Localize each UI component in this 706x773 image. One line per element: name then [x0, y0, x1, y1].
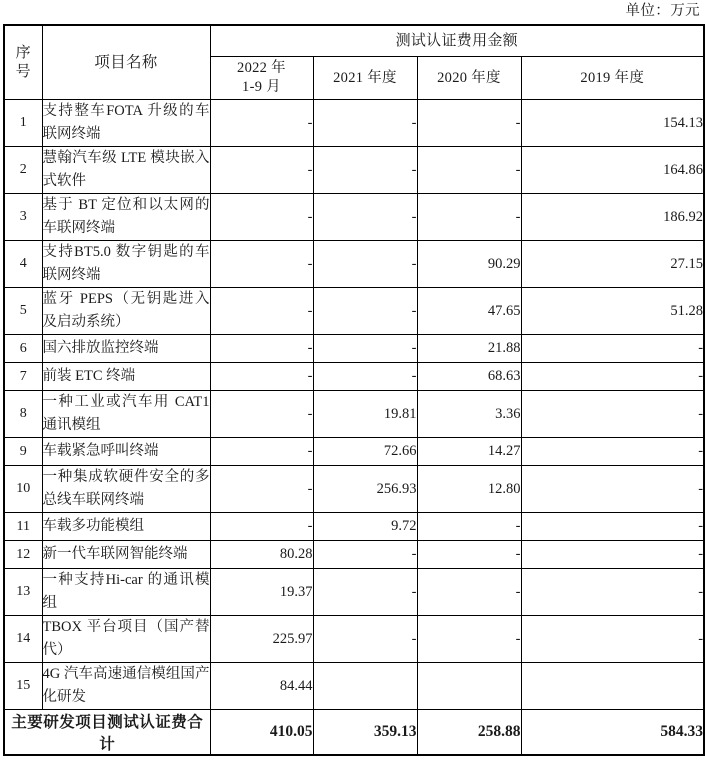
table-row [4, 335, 704, 363]
table-row [4, 616, 704, 663]
row-no: 6 [4, 335, 42, 363]
row-value-2020: - [417, 541, 521, 569]
row-value-2019: - [521, 466, 704, 513]
row-name: 一种工业或汽车用 CAT1 通讯模组 [42, 391, 210, 438]
row-name: 国六排放监控终端 [42, 335, 210, 363]
row-value-2022: - [210, 391, 313, 438]
row-no: 5 [4, 288, 42, 335]
row-value-2020: - [417, 569, 521, 616]
row-value-2022: 80.28 [210, 541, 313, 569]
row-value-2021: - [313, 363, 417, 391]
row-no: 1 [4, 100, 42, 147]
row-name: 蓝牙 PEPS（无钥匙进入及启动系统） [42, 288, 210, 335]
column-header-2021: 2021 年度 [313, 57, 417, 100]
row-no: 9 [4, 438, 42, 466]
table-row [4, 569, 704, 616]
row-no: 3 [4, 194, 42, 241]
row-no: 15 [4, 663, 42, 710]
total-row [4, 710, 704, 756]
row-name: 车载紧急呼叫终端 [42, 438, 210, 466]
table-row [4, 513, 704, 541]
row-value-2020: - [417, 513, 521, 541]
row-name: 车载多功能模组 [42, 513, 210, 541]
column-header-2019: 2019 年度 [521, 57, 704, 100]
row-value-2019: - [521, 438, 704, 466]
total-label: 主要研发项目测试认证费合计 [4, 710, 210, 756]
row-value-2022: - [210, 466, 313, 513]
row-value-2022: 225.97 [210, 616, 313, 663]
row-value-2019: 27.15 [521, 241, 704, 288]
row-value-2022: - [210, 363, 313, 391]
row-no: 13 [4, 569, 42, 616]
row-value-2020: 14.27 [417, 438, 521, 466]
row-value-2022: 19.37 [210, 569, 313, 616]
column-header-no: 序 号 [4, 25, 42, 100]
row-value-2020 [417, 663, 521, 710]
row-name: 一种集成软硬件安全的多总线车联网终端 [42, 466, 210, 513]
column-header-2022: 2022 年 1-9 月 [210, 57, 313, 100]
row-value-2021: 19.81 [313, 391, 417, 438]
row-value-2020: 12.80 [417, 466, 521, 513]
row-value-2021: - [313, 194, 417, 241]
row-value-2019: - [521, 569, 704, 616]
row-value-2021: - [313, 569, 417, 616]
table-row [4, 391, 704, 438]
row-value-2019: - [521, 616, 704, 663]
row-name: 新一代车联网智能终端 [42, 541, 210, 569]
row-no: 11 [4, 513, 42, 541]
row-value-2022: - [210, 335, 313, 363]
table-row [4, 363, 704, 391]
row-value-2019: - [521, 335, 704, 363]
row-value-2020: 90.29 [417, 241, 521, 288]
row-value-2021: - [313, 241, 417, 288]
table-body [4, 100, 704, 710]
row-value-2022: - [210, 194, 313, 241]
row-name: 4G 汽车高速通信模组国产化研发 [42, 663, 210, 710]
row-value-2020: - [417, 147, 521, 194]
total-2020: 258.88 [417, 710, 521, 756]
column-header-2020: 2020 年度 [417, 57, 521, 100]
row-value-2019: - [521, 513, 704, 541]
row-name: 慧翰汽车级 LTE 模块嵌入式软件 [42, 147, 210, 194]
table-row [4, 241, 704, 288]
row-name: 支持BT5.0 数字钥匙的车联网终端 [42, 241, 210, 288]
row-value-2019 [521, 663, 704, 710]
table-row [4, 194, 704, 241]
table-row [4, 466, 704, 513]
row-value-2021: - [313, 541, 417, 569]
row-value-2021: 9.72 [313, 513, 417, 541]
row-value-2021: - [313, 288, 417, 335]
row-value-2022: - [210, 100, 313, 147]
row-value-2022: - [210, 288, 313, 335]
row-value-2022: - [210, 147, 313, 194]
total-2019: 584.33 [521, 710, 704, 756]
row-no: 14 [4, 616, 42, 663]
row-value-2019: - [521, 541, 704, 569]
total-2022: 410.05 [210, 710, 313, 756]
row-value-2021 [313, 663, 417, 710]
row-name: 前装 ETC 终端 [42, 363, 210, 391]
row-value-2022: - [210, 241, 313, 288]
testing-certification-fee-table [3, 24, 705, 756]
table-row [4, 147, 704, 194]
row-value-2022: 84.44 [210, 663, 313, 710]
row-no: 4 [4, 241, 42, 288]
row-value-2020: - [417, 616, 521, 663]
row-value-2021: - [313, 335, 417, 363]
row-no: 7 [4, 363, 42, 391]
table-row [4, 100, 704, 147]
table-row [4, 541, 704, 569]
table-row [4, 438, 704, 466]
row-name: TBOX 平台项目（国产替代） [42, 616, 210, 663]
row-no: 2 [4, 147, 42, 194]
table-header [4, 25, 704, 100]
table-row [4, 288, 704, 335]
table-footer [4, 710, 704, 756]
header-row-group [4, 25, 704, 57]
row-value-2020: 3.36 [417, 391, 521, 438]
row-value-2019: 51.28 [521, 288, 704, 335]
row-name: 一种支持Hi-car 的通讯模组 [42, 569, 210, 616]
row-value-2021: 72.66 [313, 438, 417, 466]
row-value-2020: - [417, 100, 521, 147]
row-value-2021: - [313, 100, 417, 147]
row-name: 支持整车FOTA 升级的车联网终端 [42, 100, 210, 147]
row-value-2019: - [521, 391, 704, 438]
row-value-2022: - [210, 513, 313, 541]
row-value-2021: - [313, 616, 417, 663]
row-value-2019: 164.86 [521, 147, 704, 194]
unit-note: 单位：万元 [625, 3, 700, 19]
table-row [4, 663, 704, 710]
row-no: 10 [4, 466, 42, 513]
row-value-2019: 154.13 [521, 100, 704, 147]
row-value-2021: - [313, 147, 417, 194]
row-value-2020: 47.65 [417, 288, 521, 335]
row-value-2020: 21.88 [417, 335, 521, 363]
row-value-2022: - [210, 438, 313, 466]
row-no: 12 [4, 541, 42, 569]
column-header-project-name: 项目名称 [42, 25, 210, 100]
row-value-2020: - [417, 194, 521, 241]
row-name: 基于 BT 定位和以太网的车联网终端 [42, 194, 210, 241]
row-no: 8 [4, 391, 42, 438]
row-value-2020: 68.63 [417, 363, 521, 391]
row-value-2021: 256.93 [313, 466, 417, 513]
row-value-2019: 186.92 [521, 194, 704, 241]
column-header-group-amount: 测试认证费用金额 [210, 25, 704, 57]
row-value-2019: - [521, 363, 704, 391]
total-2021: 359.13 [313, 710, 417, 756]
